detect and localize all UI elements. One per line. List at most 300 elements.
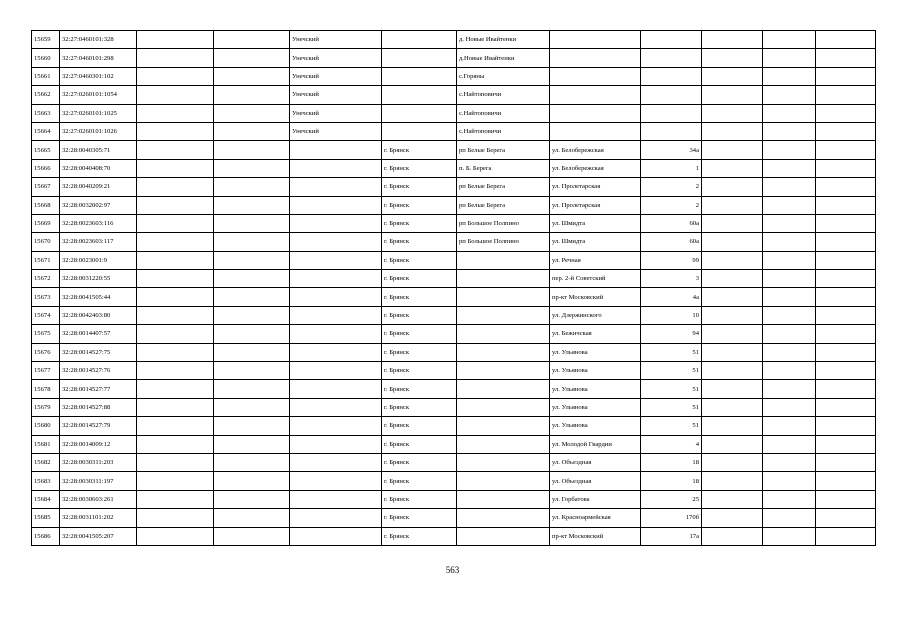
- cadastral-number-cell: 32:28:0023603:116: [60, 214, 137, 232]
- empty-cell: [137, 417, 214, 435]
- city-cell: г. Брянск: [382, 196, 457, 214]
- district-cell: [290, 196, 382, 214]
- empty-cell: [763, 398, 816, 416]
- empty-cell: [137, 435, 214, 453]
- empty-cell: [763, 288, 816, 306]
- empty-cell: [763, 67, 816, 85]
- locality-cell: [457, 306, 550, 324]
- empty-cell: [137, 325, 214, 343]
- table-row: [32, 67, 876, 85]
- house-number-cell: 2: [641, 196, 702, 214]
- district-cell: [290, 251, 382, 269]
- empty-cell: [763, 362, 816, 380]
- table-row: [32, 159, 876, 177]
- cadastral-number-cell: 32:28:0014527:88: [60, 398, 137, 416]
- locality-cell: рп Большое Полпино: [457, 233, 550, 251]
- empty-cell: [763, 417, 816, 435]
- empty-cell: [137, 49, 214, 67]
- table-row: [32, 122, 876, 140]
- street-cell: ул. Пролетарская: [550, 178, 641, 196]
- district-cell: Унечский: [290, 49, 382, 67]
- locality-cell: [457, 270, 550, 288]
- city-cell: [382, 104, 457, 122]
- table-row: [32, 362, 876, 380]
- locality-cell: [457, 343, 550, 361]
- empty-cell: [214, 398, 290, 416]
- empty-cell: [214, 453, 290, 471]
- empty-cell: [702, 233, 763, 251]
- district-cell: [290, 435, 382, 453]
- street-cell: ул. Ульянова: [550, 398, 641, 416]
- empty-cell: [214, 509, 290, 527]
- empty-cell: [702, 178, 763, 196]
- cadastral-number-cell: 32:28:0014407:57: [60, 325, 137, 343]
- table-row: [32, 251, 876, 269]
- house-number-cell: 94: [641, 325, 702, 343]
- empty-cell: [702, 251, 763, 269]
- city-cell: г. Брянск: [382, 435, 457, 453]
- district-cell: [290, 141, 382, 159]
- empty-cell: [816, 159, 876, 177]
- cadastral-number-cell: 32:28:0014527:77: [60, 380, 137, 398]
- table-row: [32, 509, 876, 527]
- empty-cell: [214, 417, 290, 435]
- empty-cell: [214, 472, 290, 490]
- row-number-cell: 15686: [32, 527, 60, 545]
- cadastral-number-cell: 32:27:0460101:298: [60, 49, 137, 67]
- table-row: [32, 325, 876, 343]
- table-row: [32, 472, 876, 490]
- city-cell: [382, 67, 457, 85]
- locality-cell: [457, 288, 550, 306]
- empty-cell: [214, 380, 290, 398]
- empty-cell: [214, 214, 290, 232]
- city-cell: [382, 86, 457, 104]
- street-cell: [550, 122, 641, 140]
- empty-cell: [214, 67, 290, 85]
- district-cell: [290, 270, 382, 288]
- street-cell: [550, 31, 641, 49]
- street-cell: ул. Ульянова: [550, 417, 641, 435]
- empty-cell: [702, 417, 763, 435]
- table-row: [32, 343, 876, 361]
- street-cell: ул. Объездная: [550, 472, 641, 490]
- row-number-cell: 15670: [32, 233, 60, 251]
- table-row: [32, 49, 876, 67]
- table-row: [32, 417, 876, 435]
- empty-cell: [214, 141, 290, 159]
- locality-cell: [457, 435, 550, 453]
- locality-cell: [457, 325, 550, 343]
- table-row: [32, 86, 876, 104]
- empty-cell: [702, 86, 763, 104]
- row-number-cell: 15683: [32, 472, 60, 490]
- street-cell: [550, 67, 641, 85]
- empty-cell: [137, 67, 214, 85]
- empty-cell: [137, 270, 214, 288]
- empty-cell: [763, 306, 816, 324]
- city-cell: г. Брянск: [382, 233, 457, 251]
- city-cell: г. Брянск: [382, 343, 457, 361]
- table-row: [32, 288, 876, 306]
- empty-cell: [816, 288, 876, 306]
- empty-cell: [214, 343, 290, 361]
- house-number-cell: 17а: [641, 527, 702, 545]
- table-row: [32, 527, 876, 545]
- empty-cell: [816, 472, 876, 490]
- empty-cell: [137, 104, 214, 122]
- empty-cell: [702, 380, 763, 398]
- street-cell: [550, 49, 641, 67]
- empty-cell: [137, 527, 214, 545]
- district-cell: Унечский: [290, 86, 382, 104]
- empty-cell: [816, 325, 876, 343]
- locality-cell: [457, 453, 550, 471]
- empty-cell: [763, 159, 816, 177]
- street-cell: ул. Молодой Гвардии: [550, 435, 641, 453]
- empty-cell: [816, 490, 876, 508]
- empty-cell: [214, 270, 290, 288]
- locality-cell: с.Найтоповичи: [457, 122, 550, 140]
- city-cell: г. Брянск: [382, 251, 457, 269]
- empty-cell: [702, 527, 763, 545]
- table-row: [32, 490, 876, 508]
- empty-cell: [763, 141, 816, 159]
- empty-cell: [214, 86, 290, 104]
- house-number-cell: 51: [641, 380, 702, 398]
- table-row: [32, 398, 876, 416]
- empty-cell: [702, 398, 763, 416]
- table-row: [32, 270, 876, 288]
- cadastral-number-cell: 32:27:0460301:102: [60, 67, 137, 85]
- empty-cell: [702, 122, 763, 140]
- empty-cell: [816, 196, 876, 214]
- empty-cell: [816, 251, 876, 269]
- empty-cell: [816, 141, 876, 159]
- locality-cell: рп Большое Полпино: [457, 214, 550, 232]
- district-cell: [290, 380, 382, 398]
- registry-table: [31, 30, 876, 546]
- city-cell: г. Брянск: [382, 472, 457, 490]
- city-cell: г. Брянск: [382, 325, 457, 343]
- empty-cell: [702, 270, 763, 288]
- cadastral-number-cell: 32:28:0040305:71: [60, 141, 137, 159]
- house-number-cell: 4а: [641, 288, 702, 306]
- district-cell: [290, 472, 382, 490]
- city-cell: г. Брянск: [382, 306, 457, 324]
- empty-cell: [816, 270, 876, 288]
- empty-cell: [137, 343, 214, 361]
- empty-cell: [702, 453, 763, 471]
- cadastral-number-cell: 32:28:0032002:97: [60, 196, 137, 214]
- city-cell: г. Брянск: [382, 417, 457, 435]
- city-cell: г. Брянск: [382, 362, 457, 380]
- row-number-cell: 15665: [32, 141, 60, 159]
- district-cell: [290, 453, 382, 471]
- district-cell: [290, 398, 382, 416]
- empty-cell: [702, 141, 763, 159]
- city-cell: г. Брянск: [382, 509, 457, 527]
- empty-cell: [137, 306, 214, 324]
- empty-cell: [816, 31, 876, 49]
- house-number-cell: 51: [641, 398, 702, 416]
- street-cell: ул. Белобережская: [550, 141, 641, 159]
- empty-cell: [214, 159, 290, 177]
- city-cell: г. Брянск: [382, 270, 457, 288]
- district-cell: [290, 178, 382, 196]
- empty-cell: [137, 159, 214, 177]
- table-row: [32, 196, 876, 214]
- house-number-cell: 2: [641, 178, 702, 196]
- street-cell: ул. Красноармейская: [550, 509, 641, 527]
- row-number-cell: 15662: [32, 86, 60, 104]
- district-cell: [290, 527, 382, 545]
- empty-cell: [816, 49, 876, 67]
- city-cell: г. Брянск: [382, 490, 457, 508]
- house-number-cell: 25: [641, 490, 702, 508]
- empty-cell: [214, 490, 290, 508]
- table-row: [32, 380, 876, 398]
- row-number-cell: 15676: [32, 343, 60, 361]
- locality-cell: [457, 509, 550, 527]
- street-cell: ул. Объездная: [550, 453, 641, 471]
- locality-cell: рп Белые Берега: [457, 178, 550, 196]
- district-cell: [290, 233, 382, 251]
- city-cell: г. Брянск: [382, 527, 457, 545]
- row-number-cell: 15674: [32, 306, 60, 324]
- empty-cell: [702, 509, 763, 527]
- cadastral-number-cell: 32:27:0260101:1054: [60, 86, 137, 104]
- empty-cell: [763, 122, 816, 140]
- district-cell: [290, 490, 382, 508]
- cadastral-number-cell: 32:28:0023603:117: [60, 233, 137, 251]
- cadastral-number-cell: 32:28:0030311:203: [60, 453, 137, 471]
- empty-cell: [214, 435, 290, 453]
- district-cell: [290, 214, 382, 232]
- empty-cell: [702, 31, 763, 49]
- empty-cell: [763, 527, 816, 545]
- table-row: [32, 141, 876, 159]
- empty-cell: [137, 233, 214, 251]
- empty-cell: [763, 270, 816, 288]
- house-number-cell: 34а: [641, 141, 702, 159]
- empty-cell: [763, 325, 816, 343]
- table-row: [32, 435, 876, 453]
- empty-cell: [137, 86, 214, 104]
- district-cell: [290, 306, 382, 324]
- cadastral-number-cell: 32:28:0023001:9: [60, 251, 137, 269]
- locality-cell: с.Найтоповичи: [457, 86, 550, 104]
- empty-cell: [702, 159, 763, 177]
- row-number-cell: 15660: [32, 49, 60, 67]
- empty-cell: [816, 362, 876, 380]
- empty-cell: [816, 233, 876, 251]
- empty-cell: [816, 435, 876, 453]
- registry-table-body: [32, 31, 876, 546]
- empty-cell: [816, 380, 876, 398]
- row-number-cell: 15659: [32, 31, 60, 49]
- house-number-cell: [641, 67, 702, 85]
- empty-cell: [816, 509, 876, 527]
- empty-cell: [214, 122, 290, 140]
- empty-cell: [763, 343, 816, 361]
- street-cell: ул. Дзержинского: [550, 306, 641, 324]
- street-cell: ул. Пролетарская: [550, 196, 641, 214]
- empty-cell: [816, 343, 876, 361]
- locality-cell: д. Новые Ивайтенки: [457, 31, 550, 49]
- city-cell: г. Брянск: [382, 178, 457, 196]
- house-number-cell: 51: [641, 417, 702, 435]
- empty-cell: [763, 435, 816, 453]
- row-number-cell: 15666: [32, 159, 60, 177]
- empty-cell: [137, 362, 214, 380]
- empty-cell: [816, 67, 876, 85]
- empty-cell: [214, 306, 290, 324]
- cadastral-number-cell: 32:28:0041505:44: [60, 288, 137, 306]
- locality-cell: рп Белые Берега: [457, 196, 550, 214]
- locality-cell: [457, 398, 550, 416]
- page-number: 563: [445, 565, 460, 575]
- empty-cell: [702, 362, 763, 380]
- table-row: [32, 453, 876, 471]
- street-cell: пер. 2-й Советский: [550, 270, 641, 288]
- city-cell: г. Брянск: [382, 159, 457, 177]
- house-number-cell: 51: [641, 343, 702, 361]
- empty-cell: [214, 527, 290, 545]
- empty-cell: [137, 214, 214, 232]
- empty-cell: [214, 178, 290, 196]
- empty-cell: [763, 509, 816, 527]
- empty-cell: [763, 453, 816, 471]
- city-cell: г. Брянск: [382, 453, 457, 471]
- table-row: [32, 178, 876, 196]
- empty-cell: [816, 417, 876, 435]
- locality-cell: [457, 490, 550, 508]
- row-number-cell: 15663: [32, 104, 60, 122]
- empty-cell: [137, 509, 214, 527]
- street-cell: ул. Шмидта: [550, 214, 641, 232]
- locality-cell: рп Белые Берега: [457, 141, 550, 159]
- locality-cell: [457, 527, 550, 545]
- cadastral-number-cell: 32:28:0014009:12: [60, 435, 137, 453]
- city-cell: г. Брянск: [382, 141, 457, 159]
- house-number-cell: 1: [641, 159, 702, 177]
- cadastral-number-cell: 32:27:0460101:328: [60, 31, 137, 49]
- city-cell: [382, 49, 457, 67]
- street-cell: ул. Ульянова: [550, 380, 641, 398]
- table-row: [32, 31, 876, 49]
- locality-cell: с.Найтоповичи: [457, 104, 550, 122]
- row-number-cell: 15668: [32, 196, 60, 214]
- district-cell: [290, 288, 382, 306]
- house-number-cell: 10: [641, 306, 702, 324]
- city-cell: г. Брянск: [382, 398, 457, 416]
- house-number-cell: [641, 31, 702, 49]
- cadastral-number-cell: 32:27:0260101:1025: [60, 104, 137, 122]
- city-cell: г. Брянск: [382, 380, 457, 398]
- empty-cell: [137, 196, 214, 214]
- empty-cell: [702, 472, 763, 490]
- street-cell: ул. Белобережская: [550, 159, 641, 177]
- empty-cell: [763, 31, 816, 49]
- empty-cell: [763, 86, 816, 104]
- street-cell: ул. Ульянова: [550, 362, 641, 380]
- city-cell: г. Брянск: [382, 214, 457, 232]
- empty-cell: [763, 196, 816, 214]
- house-number-cell: 51: [641, 362, 702, 380]
- cadastral-number-cell: 32:28:0042403:80: [60, 306, 137, 324]
- district-cell: [290, 417, 382, 435]
- empty-cell: [763, 490, 816, 508]
- house-number-cell: 18: [641, 472, 702, 490]
- empty-cell: [763, 104, 816, 122]
- empty-cell: [763, 233, 816, 251]
- empty-cell: [137, 453, 214, 471]
- street-cell: пр-кт Московский: [550, 288, 641, 306]
- row-number-cell: 15671: [32, 251, 60, 269]
- house-number-cell: [641, 122, 702, 140]
- locality-cell: п. Б. Берега: [457, 159, 550, 177]
- district-cell: Унечский: [290, 122, 382, 140]
- district-cell: [290, 362, 382, 380]
- empty-cell: [816, 453, 876, 471]
- empty-cell: [763, 178, 816, 196]
- district-cell: Унечский: [290, 31, 382, 49]
- empty-cell: [214, 251, 290, 269]
- empty-cell: [137, 178, 214, 196]
- empty-cell: [137, 141, 214, 159]
- cadastral-number-cell: 32:28:0014527:79: [60, 417, 137, 435]
- cadastral-number-cell: 32:28:0041505:207: [60, 527, 137, 545]
- empty-cell: [816, 214, 876, 232]
- street-cell: ул. Горбатова: [550, 490, 641, 508]
- house-number-cell: [641, 49, 702, 67]
- row-number-cell: 15669: [32, 214, 60, 232]
- empty-cell: [702, 325, 763, 343]
- locality-cell: [457, 472, 550, 490]
- district-cell: [290, 509, 382, 527]
- empty-cell: [137, 472, 214, 490]
- empty-cell: [702, 67, 763, 85]
- cadastral-number-cell: 32:28:0040408:70: [60, 159, 137, 177]
- empty-cell: [816, 86, 876, 104]
- empty-cell: [702, 490, 763, 508]
- cadastral-number-cell: 32:28:0014527:75: [60, 343, 137, 361]
- empty-cell: [137, 398, 214, 416]
- empty-cell: [702, 49, 763, 67]
- empty-cell: [816, 104, 876, 122]
- district-cell: Унечский: [290, 104, 382, 122]
- cadastral-number-cell: 32:28:0031101:202: [60, 509, 137, 527]
- row-number-cell: 15679: [32, 398, 60, 416]
- cadastral-number-cell: 32:28:0031220:55: [60, 270, 137, 288]
- cadastral-number-cell: 32:28:0014527:76: [60, 362, 137, 380]
- empty-cell: [763, 380, 816, 398]
- cadastral-number-cell: 32:28:0030603:261: [60, 490, 137, 508]
- locality-cell: д.Новые Ивайтенки: [457, 49, 550, 67]
- locality-cell: [457, 362, 550, 380]
- empty-cell: [137, 122, 214, 140]
- street-cell: ул. Ульянова: [550, 343, 641, 361]
- row-number-cell: 15672: [32, 270, 60, 288]
- empty-cell: [702, 196, 763, 214]
- row-number-cell: 15664: [32, 122, 60, 140]
- empty-cell: [214, 196, 290, 214]
- row-number-cell: 15685: [32, 509, 60, 527]
- empty-cell: [137, 31, 214, 49]
- empty-cell: [137, 380, 214, 398]
- empty-cell: [816, 122, 876, 140]
